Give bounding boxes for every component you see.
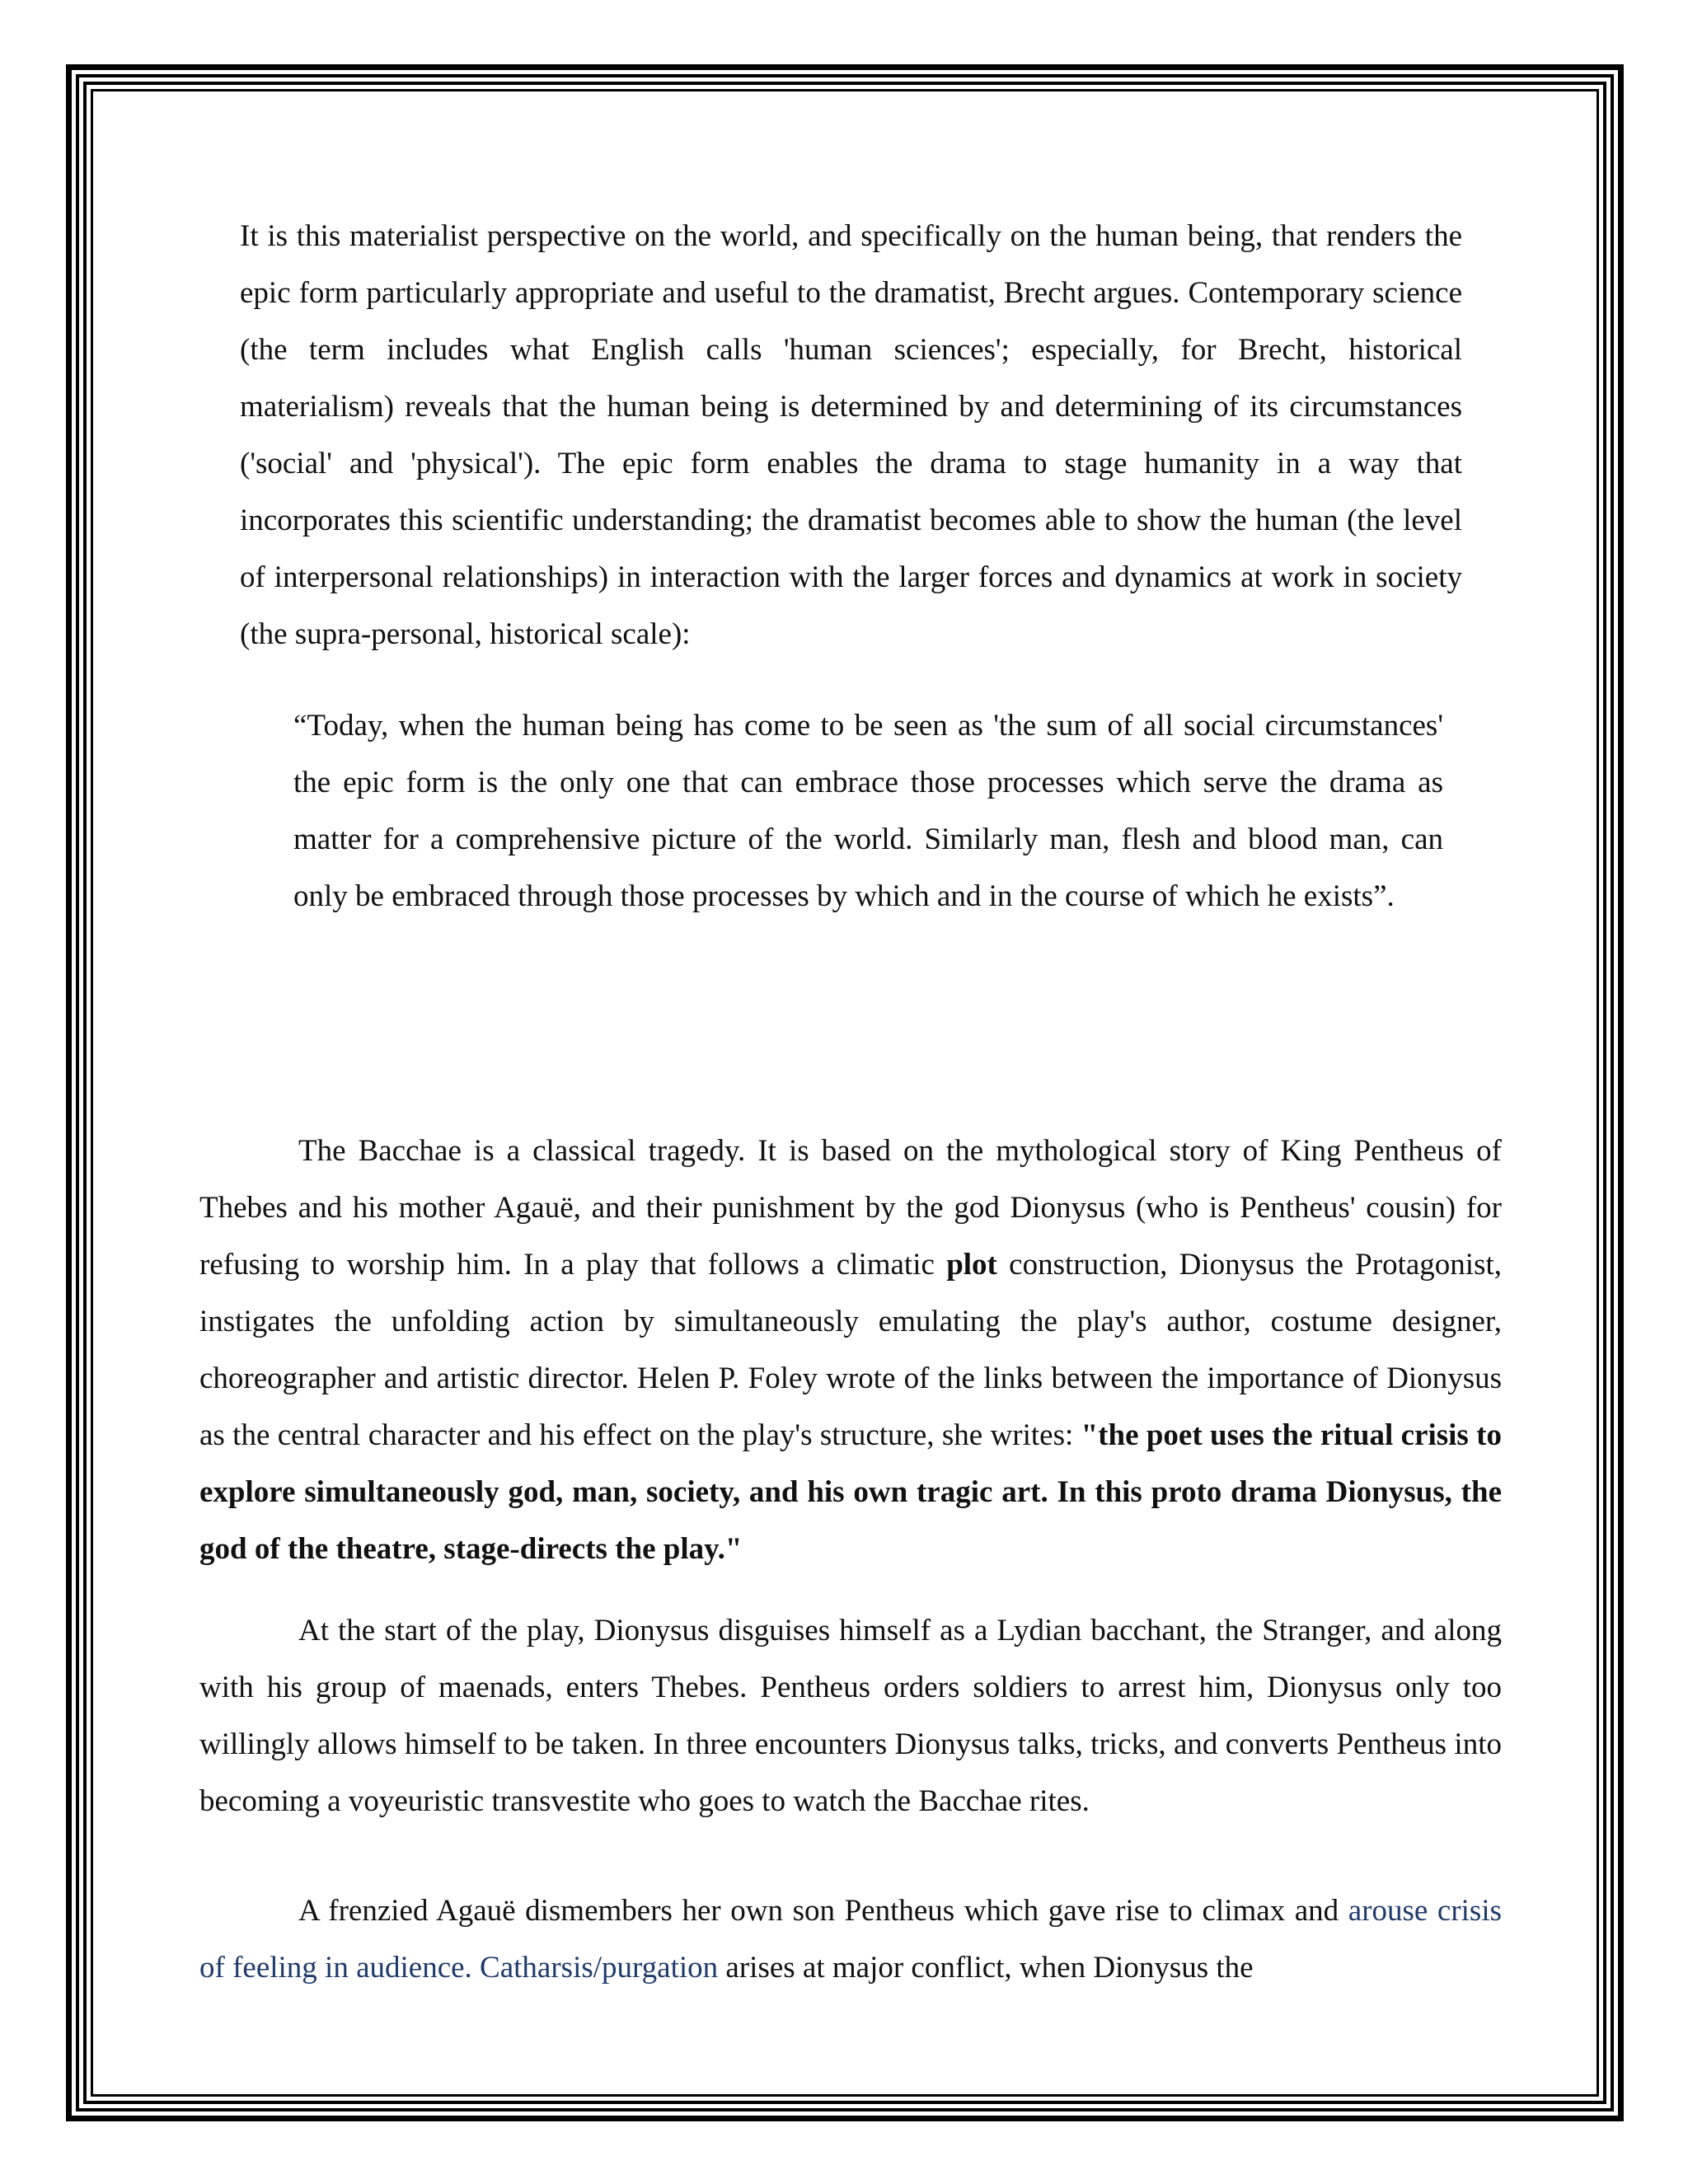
climax-text: A frenzied Agauë dismembers her own son Pentheus which gave rise to climax and <box>298 1894 1348 1928</box>
spacer <box>472 1951 480 1985</box>
bacchae-intro-text: The Bacchae is a classical tragedy. It is based on the mythological story of King Pentheus of Thebes and his mother Agauë, and their punishment by the god Dionysus (who is Pentheus' cousin) for refusing to worship him. In a play that follows a climatic <box>199 1134 1502 1282</box>
foley-quote: "the poet uses the ritual crisis to explore simultaneously god, man, society, and his own tragic art. In this proto drama Dionysus, the god of the theatre, stage-directs the play." <box>199 1418 1502 1566</box>
paragraph-play-start: At the start of the play, Dionysus disguises himself as a Lydian bacchant, the Stranger, and along with his group of maenads, enters Thebes. Pentheus orders soldiers to arrest him, Dionysus only too willingly allows himself to be taken. In three encounters Dionysus talks, tricks, and converts Pentheus into becoming a voyeuristic transvestite who goes to watch the Bacchae rites. <box>199 1614 1502 1818</box>
paragraph-bacchae-intro <box>199 1122 1502 1577</box>
highlight-arouse-crisis: arouse crisis of feeling in audience. <box>199 1894 1503 1985</box>
bold-plot-word: plot <box>946 1248 997 1282</box>
bacchae-intro-text-cont: construction, Dionysus the Protagonist, instigates the unfolding action by simultaneously emulating the play's author, costume designer, choreographer and artistic director. Helen P. Foley wrote of the links between the importance of Dionysus as the central character and his effect on the play's structure, she writes: <box>199 1248 1502 1452</box>
paragraph-brecht-materialism: It is this materialist perspective on the world, and specifically on the human being, that renders the epic form particularly appropriate and useful to the dramatist, Brecht argues. Contemporary science (the term includes what English calls 'human sciences'; especially, for Brecht, historical materialism) reveals that the human being is determined by and determining of its circumstances ('social' and 'physical'). The epic form enables the drama to stage humanity in a way that incorporates this scientific understanding; the dramatist becomes able to show the human (the level of interpersonal relationships) in interaction with the larger forces and dynamics at work in society (the supra-personal, historical scale): <box>240 219 1462 651</box>
highlight-catharsis: Catharsis/purgation <box>480 1951 719 1985</box>
climax-text-cont: arises at major conflict, when Dionysus the <box>718 1951 1254 1985</box>
block-quote-epic-form: “Today, when the human being has come to be seen as 'the sum of all social circumstances' the epic form is the only one that can embrace those processes which serve the drama as matter for a comprehensive picture of the world. Similarly man, flesh and blood man, can only be embraced through those processes by which and in the course of which he exists”. <box>293 709 1443 913</box>
paragraph-climax <box>199 1882 1502 1996</box>
